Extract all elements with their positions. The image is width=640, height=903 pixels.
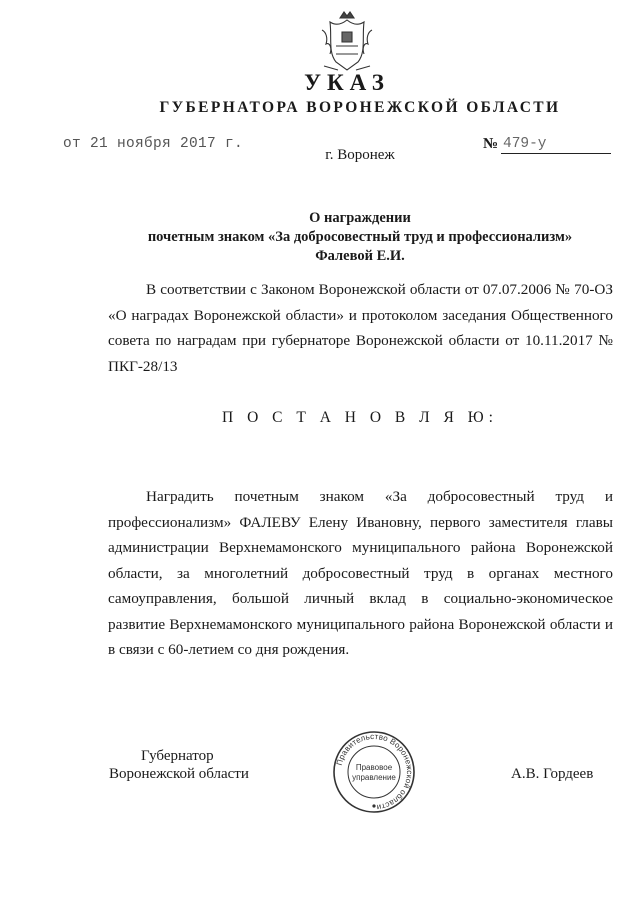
document-date: от 21 ноября 2017 г. xyxy=(63,136,244,152)
signatory-name: А.В. Гордеев xyxy=(511,766,594,782)
seal-center-line-1: Правовое xyxy=(355,763,393,772)
coat-of-arms-icon xyxy=(318,8,376,74)
heading-line-1: О награждении xyxy=(309,210,411,226)
signatory-position-line-2: Воронежской области xyxy=(109,766,249,782)
document-number: 479-у xyxy=(503,136,547,152)
heading-line-2: почетным знаком «За добросовестный труд и профессионализм» xyxy=(147,229,573,245)
heading-line-3: Фалевой Е.И. xyxy=(315,248,405,264)
decision-paragraph: Наградить почетным знаком «За добросовестный труд и профессионализм» ФАЛЕВУ Елену Ивановну, первого заместителя главы администрации Верхнемамонского муниципального района Воронежской области, за многолетний добросовестный труд в органах местного самоуправления, большой личный вклад в социально-экономическое развитие Верхнемамонского муниципального района Воронежской области и в связи с 60-летием со дня рождения. xyxy=(108,488,613,658)
document-subtitle: ГУБЕРНАТОРА ВОРОНЕЖСКОЙ ОБЛАСТИ xyxy=(159,99,561,116)
document-number-label: № xyxy=(483,136,499,152)
signatory-position-line-1: Губернатор xyxy=(141,748,214,764)
stamp-icon xyxy=(332,730,416,814)
document-city: г. Воронеж xyxy=(325,147,395,163)
seal-ring-text: Правительство Воронежской области xyxy=(334,731,415,812)
document-title: УКАЗ xyxy=(304,70,390,95)
decree-word: П О С Т А Н О В Л Я Ю: xyxy=(222,409,498,426)
preamble-paragraph: В соответствии с Законом Воронежской области от 07.07.2006 № 70-ОЗ «О наградах Воронежской области» и протоколом заседания Общественного совета по наградам при губернаторе Воронежской области от 10.11.2017 № ПКГ-28/13 xyxy=(108,281,613,375)
seal-center-line-2: управление xyxy=(352,773,396,782)
